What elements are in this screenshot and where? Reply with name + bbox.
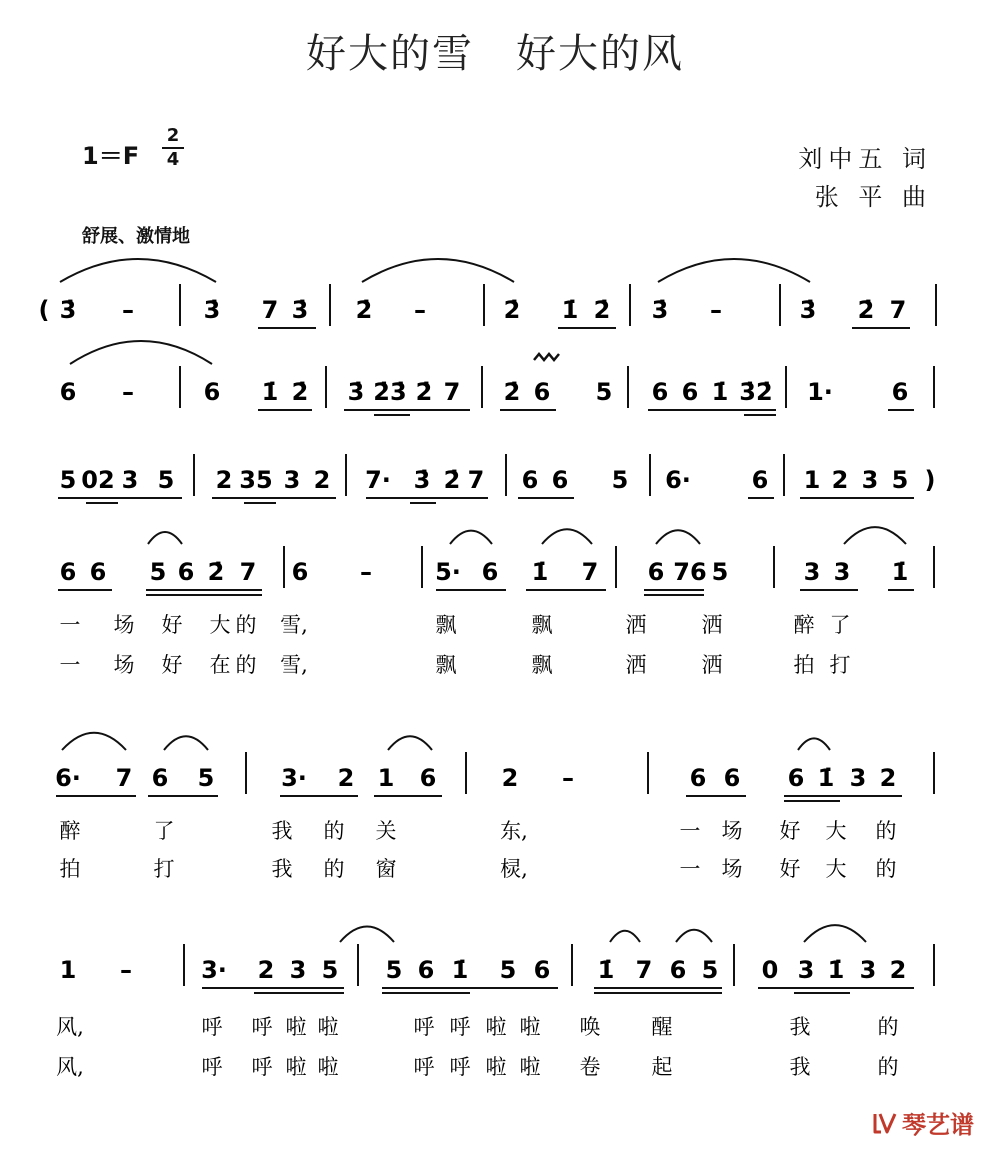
song-title: 好大的雪 好大的风: [306, 31, 684, 77]
lyric-syllable: 窗: [375, 857, 397, 881]
lyric-syllable: 啦: [317, 1055, 339, 1079]
time-signature-bottom: 4: [166, 149, 180, 170]
lyric-syllable: 我: [789, 1015, 811, 1039]
note: 1̇: [827, 956, 845, 984]
note: 5: [157, 466, 175, 494]
lyric-syllable: 场: [113, 613, 135, 637]
note: 7·: [365, 466, 391, 494]
note: 7: [889, 296, 907, 324]
lyric-syllable: 啦: [485, 1015, 507, 1039]
note: 5·: [435, 558, 461, 586]
note: 6: [481, 558, 499, 586]
lyric-syllable: 大: [209, 613, 231, 637]
note: 2̇: [593, 296, 611, 324]
note: –: [122, 296, 134, 324]
note: 2: [501, 764, 519, 792]
lyric-syllable: 洒: [701, 653, 723, 677]
note: 2̇: [291, 378, 309, 406]
lyric-syllable: 我: [271, 857, 293, 881]
note: 5: [701, 956, 719, 984]
lyric-syllable: 风,: [56, 1055, 84, 1079]
note: –: [414, 296, 426, 324]
note: 3̇: [651, 296, 669, 324]
lyric-syllable: 的: [875, 857, 897, 881]
lyric-syllable: 飘: [531, 613, 553, 637]
note: 1̇: [451, 956, 469, 984]
slur: [60, 259, 216, 282]
note: 3: [797, 956, 815, 984]
lyric-syllable: 大: [825, 857, 847, 881]
lyric-syllable: 东,: [500, 819, 528, 843]
lyric-syllable: 一: [59, 653, 81, 677]
note: 3: [849, 764, 867, 792]
lyric-syllable: 一: [59, 613, 81, 637]
note: 6: [89, 558, 107, 586]
slur: [656, 530, 700, 544]
lyric-syllable: 的: [877, 1015, 899, 1039]
lyric-syllable: 一: [679, 819, 701, 843]
lyric-syllable: 呼: [413, 1015, 435, 1039]
lyric-syllable: 雪,: [280, 653, 308, 677]
note: 6: [681, 378, 699, 406]
note: 2̇: [415, 378, 433, 406]
slur: [610, 931, 640, 942]
slur: [658, 259, 810, 282]
key-signature: 1＝F: [82, 142, 140, 170]
note: 3̇: [347, 378, 365, 406]
note: 1·: [807, 378, 833, 406]
note: 6: [651, 378, 669, 406]
lyric-syllable: 醉: [793, 613, 815, 637]
note: 5: [321, 956, 339, 984]
note: 2: [313, 466, 331, 494]
note: 3̇2̇: [739, 378, 773, 406]
note: 1̇: [261, 378, 279, 406]
slur: [362, 259, 514, 282]
note: 5: [385, 956, 403, 984]
lyric-syllable: 拍: [793, 653, 815, 677]
lyric-syllable: 呼: [251, 1015, 273, 1039]
note: 3: [289, 956, 307, 984]
note: 6: [751, 466, 769, 494]
lyric-syllable: 我: [789, 1055, 811, 1079]
note: 2̇: [503, 378, 521, 406]
note: 5: [59, 466, 77, 494]
note: 3: [803, 558, 821, 586]
lyric-syllable: 飘: [435, 613, 457, 637]
note: 3: [859, 956, 877, 984]
note: –: [122, 378, 134, 406]
lyric-syllable: 的: [323, 819, 345, 843]
ornament-mark: [534, 354, 559, 360]
lyric-syllable: 唤: [579, 1015, 601, 1039]
lyric-syllable: 场: [721, 819, 743, 843]
lyric-syllable: 呼: [413, 1055, 435, 1079]
note: 1̇: [597, 956, 615, 984]
lyric-syllable: 洒: [625, 653, 647, 677]
time-signature-top: 2: [166, 125, 180, 146]
lyric-syllable: 大: [825, 819, 847, 843]
note: 3: [833, 558, 851, 586]
note: 3: [121, 466, 139, 494]
lyric-syllable: 啦: [285, 1015, 307, 1039]
note: 6·: [665, 466, 691, 494]
note: 35: [239, 466, 273, 494]
note: 02: [81, 466, 115, 494]
note: 3̇: [413, 466, 431, 494]
note: 3̇: [203, 296, 221, 324]
lyric-syllable: 打: [153, 857, 175, 881]
note: 1: [803, 466, 821, 494]
note: 3̇: [799, 296, 817, 324]
note: 2: [879, 764, 897, 792]
slur: [804, 925, 866, 942]
note: 2̇: [355, 296, 373, 324]
lyric-syllable: 风,: [56, 1015, 84, 1039]
lyric-syllable: 好: [779, 857, 801, 881]
lyric-syllable: 洒: [625, 613, 647, 637]
note: 1̇: [531, 558, 549, 586]
lyric-syllable: 了: [829, 613, 851, 637]
note: 5: [149, 558, 167, 586]
note: 2: [215, 466, 233, 494]
slur: [340, 927, 394, 942]
slur: [844, 527, 906, 544]
lyric-syllable: 打: [829, 653, 851, 677]
note: 5: [499, 956, 517, 984]
note: 7: [239, 558, 257, 586]
slur: [542, 529, 592, 544]
slur: [388, 736, 432, 750]
note: 7: [443, 378, 461, 406]
slur: [164, 736, 208, 750]
note: 3·: [281, 764, 307, 792]
note: 7: [467, 466, 485, 494]
lyric-syllable: 呼: [449, 1055, 471, 1079]
lyric-syllable: 在: [209, 653, 231, 677]
tempo-marking: 舒展、激情地: [82, 226, 190, 247]
lyric-syllable: 起: [651, 1055, 673, 1079]
note: 7: [115, 764, 133, 792]
slur: [676, 930, 712, 942]
lyric-syllable: 洒: [701, 613, 723, 637]
lyric-syllable: 的: [323, 857, 345, 881]
note: –: [710, 296, 722, 324]
lyric-syllable: 的: [235, 613, 257, 637]
lyricist-credit: 刘中五 词: [798, 145, 932, 173]
slur: [148, 532, 182, 544]
note: 6: [689, 764, 707, 792]
lyric-syllable: 啦: [485, 1055, 507, 1079]
note: 7: [635, 956, 653, 984]
note: 2̇: [443, 466, 461, 494]
lyric-syllable: 的: [875, 819, 897, 843]
note: 6: [787, 764, 805, 792]
note: 6: [647, 558, 665, 586]
note: 6: [669, 956, 687, 984]
note: 2̇: [857, 296, 875, 324]
lyric-syllable: 好: [779, 819, 801, 843]
note: 6: [59, 378, 77, 406]
note: 3̇: [59, 296, 77, 324]
lyric-syllable: 飘: [531, 653, 553, 677]
note: 2̇3̇: [373, 378, 407, 406]
note: 7: [581, 558, 599, 586]
note: 6: [177, 558, 195, 586]
logo-icon: [872, 1110, 898, 1136]
note: 6: [551, 466, 569, 494]
slur: [798, 738, 830, 750]
note: 6: [151, 764, 169, 792]
lyric-syllable: 了: [153, 819, 175, 843]
note: 6: [891, 378, 909, 406]
note: 1̇: [561, 296, 579, 324]
lyric-syllable: 场: [721, 857, 743, 881]
lyric-syllable: 呼: [449, 1015, 471, 1039]
note: (: [38, 296, 50, 324]
lyric-syllable: 好: [161, 653, 183, 677]
lyric-syllable: 醉: [59, 819, 81, 843]
note: 1: [377, 764, 395, 792]
lyric-syllable: 好: [161, 613, 183, 637]
lyric-syllable: 拍: [59, 857, 81, 881]
note: 6: [533, 956, 551, 984]
note: 6: [417, 956, 435, 984]
lyric-syllable: 醒: [651, 1015, 673, 1039]
note: 6: [59, 558, 77, 586]
note: 2̇: [207, 558, 225, 586]
note: 6·: [55, 764, 81, 792]
slur: [62, 733, 126, 750]
note: –: [120, 956, 132, 984]
lyric-syllable: 关: [375, 819, 397, 843]
note: 5: [197, 764, 215, 792]
lyric-syllable: 一: [679, 857, 701, 881]
lyric-syllable: 卷: [579, 1055, 601, 1079]
note: 2̇: [503, 296, 521, 324]
slur: [450, 531, 492, 544]
note: 5: [611, 466, 629, 494]
note: –: [360, 558, 372, 586]
lyric-syllable: 呼: [201, 1055, 223, 1079]
note: 5: [891, 466, 909, 494]
watermark-logo: [872, 1105, 974, 1140]
note: 5: [711, 558, 729, 586]
note: 3̇: [291, 296, 309, 324]
note: 3·: [201, 956, 227, 984]
lyric-syllable: 啦: [519, 1055, 541, 1079]
note: 2: [831, 466, 849, 494]
note: 0: [761, 956, 779, 984]
lyric-syllable: 飘: [435, 653, 457, 677]
note: 3: [283, 466, 301, 494]
note: 6: [723, 764, 741, 792]
lyric-syllable: 场: [113, 653, 135, 677]
lyric-syllable: 啦: [285, 1055, 307, 1079]
note: 6: [203, 378, 221, 406]
note: ): [924, 466, 936, 494]
note: 6: [533, 378, 551, 406]
watermark-text: 琴艺谱: [902, 1111, 974, 1139]
note: 6: [521, 466, 539, 494]
note: 1̇: [711, 378, 729, 406]
lyric-syllable: 啦: [519, 1015, 541, 1039]
lyric-syllable: 啦: [317, 1015, 339, 1039]
note: 76: [673, 558, 707, 586]
lyric-syllable: 的: [877, 1055, 899, 1079]
note: 1̇: [817, 764, 835, 792]
note: 6: [419, 764, 437, 792]
lyric-syllable: 呼: [251, 1055, 273, 1079]
note: 2: [337, 764, 355, 792]
lyric-syllable: 的: [235, 653, 257, 677]
note: 2: [889, 956, 907, 984]
slur: [70, 341, 212, 364]
note: –: [562, 764, 574, 792]
note: 7: [261, 296, 279, 324]
note: 5: [595, 378, 613, 406]
note: 2: [257, 956, 275, 984]
note: 3: [861, 466, 879, 494]
note: 1̇: [891, 558, 909, 586]
note: 1: [59, 956, 77, 984]
composer-credit: 张 平 曲: [814, 183, 932, 211]
lyric-syllable: 呼: [201, 1015, 223, 1039]
note: 6: [291, 558, 309, 586]
lyric-syllable: 棂,: [500, 857, 528, 881]
lyric-syllable: 我: [271, 819, 293, 843]
lyric-syllable: 雪,: [280, 613, 308, 637]
